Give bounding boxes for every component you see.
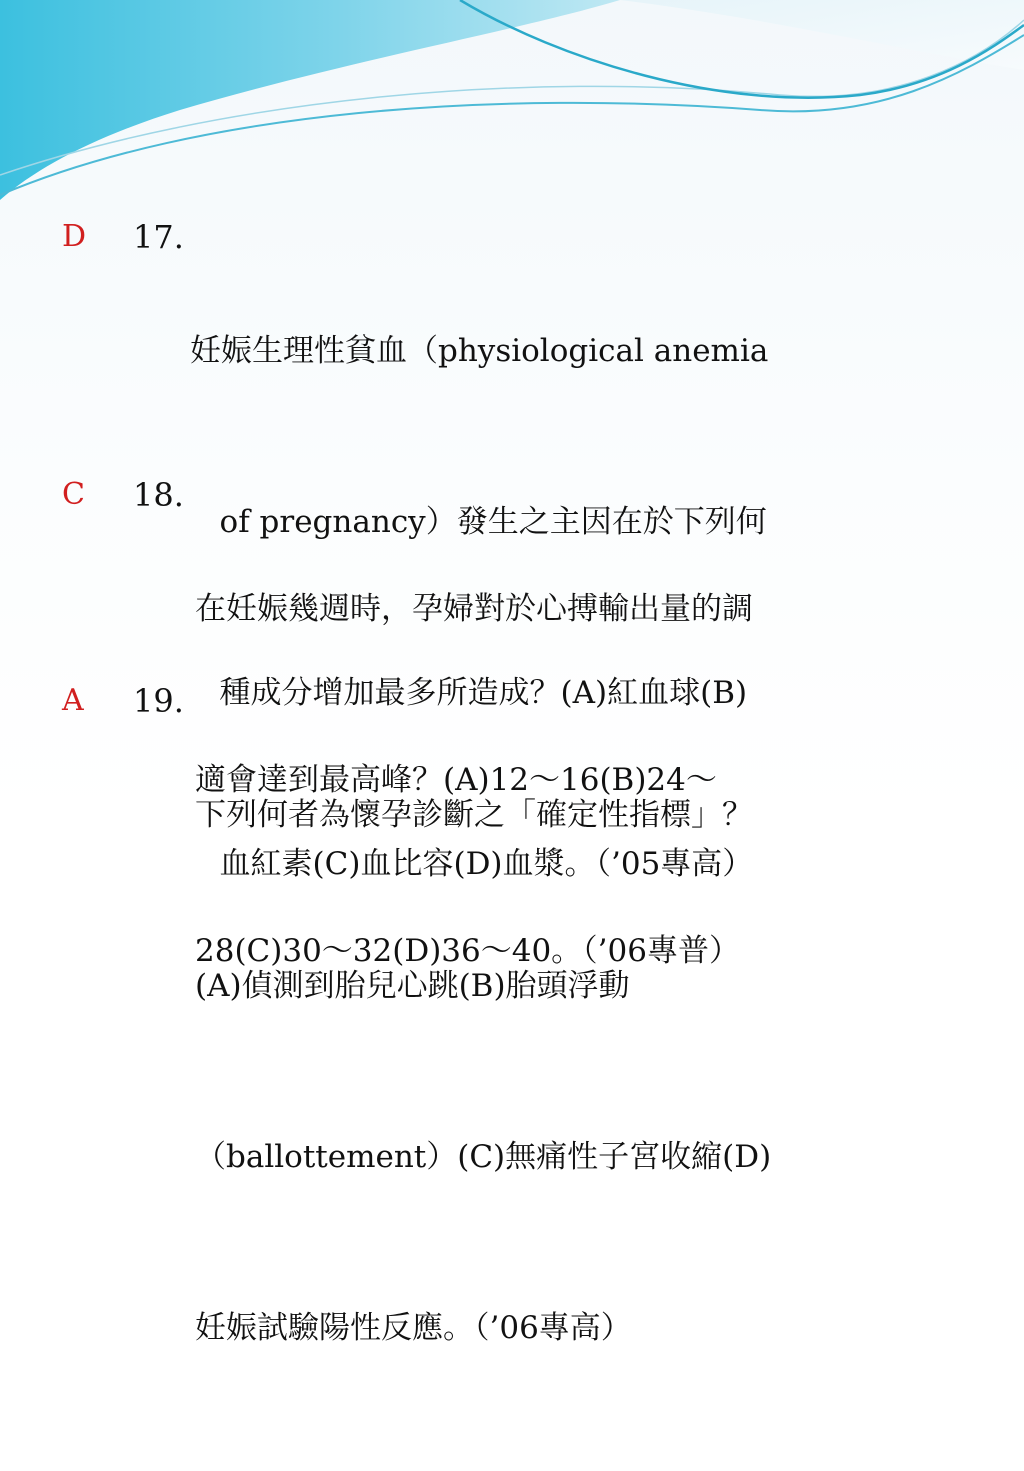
wave-decoration bbox=[0, 0, 1024, 240]
question-line: （ballottement）(C)無痛性子宮收縮(D) bbox=[195, 1139, 772, 1175]
question-line: (A)偵測到胎兒心跳(B)胎頭浮動 bbox=[195, 968, 630, 1004]
question-line: 下列何者為懷孕診斷之「確定性指標」？ bbox=[195, 797, 753, 833]
question-line: 28(C)30～32(D)36～40。（’06專普） bbox=[195, 933, 740, 969]
answer-label: C bbox=[62, 477, 85, 512]
question-line: 妊娠試驗陽性反應。（’06專高） bbox=[195, 1310, 632, 1346]
question-line: 適會達到最高峰？(A)12～16(B)24～ bbox=[195, 762, 717, 798]
question-number: 18. bbox=[133, 476, 184, 514]
answer-label: D bbox=[62, 219, 87, 254]
question-number: 17. bbox=[133, 218, 184, 256]
question-line: 種成分增加最多所造成？(A)紅血球(B) bbox=[190, 675, 748, 711]
question-number: 19. bbox=[133, 682, 184, 720]
question-line: 血紅素(C)血比容(D)血漿。（’05專高） bbox=[190, 846, 754, 882]
question-line: 在妊娠幾週時，孕婦對於心搏輸出量的調 bbox=[195, 591, 753, 627]
answer-label: A bbox=[62, 683, 84, 718]
question-line: 妊娠生理性貧血（physiological anemia bbox=[190, 333, 769, 369]
question-line: of pregnancy）發生之主因在於下列何 bbox=[190, 504, 767, 540]
wave-main bbox=[0, 0, 620, 200]
question-text bbox=[195, 673, 771, 1471]
wave-light bbox=[620, 0, 1024, 70]
